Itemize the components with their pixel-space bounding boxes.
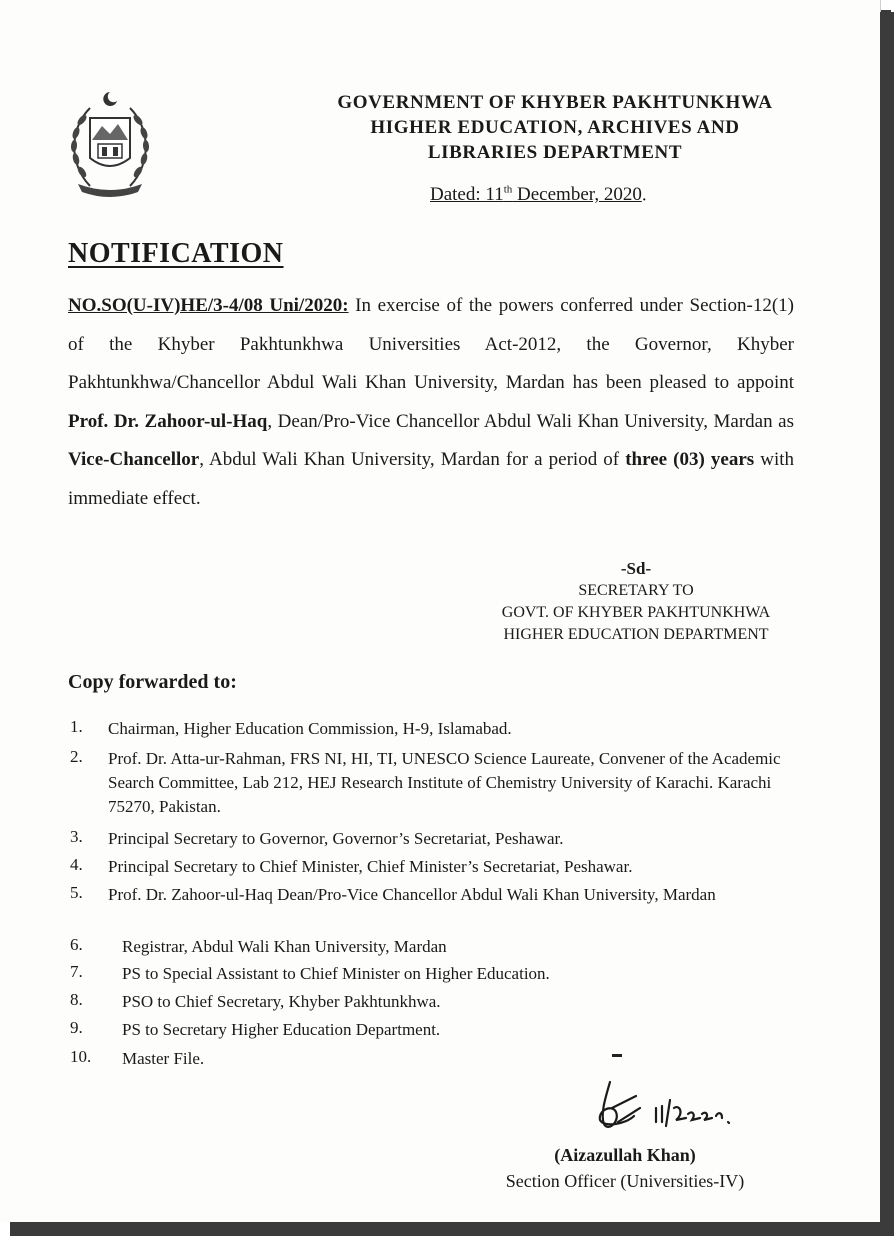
- list-item-number: 5.: [70, 883, 83, 902]
- handwritten-signature: [590, 1078, 740, 1134]
- list-item-number: 6.: [70, 935, 83, 954]
- signer-title: Section Officer (Universities-IV): [505, 1171, 745, 1191]
- appointee-name: Prof. Dr. Zahoor-ul-Haq: [68, 410, 268, 432]
- header-line-1: GOVERNMENT OF KHYBER PAKHTUNKHWA: [337, 92, 773, 113]
- list-item-number: 1.: [70, 717, 83, 736]
- list-item-text: Prof. Dr. Zahoor-ul-Haq Dean/Pro-Vice Chancellor Abdul Wali Khan University, Mardan: [108, 885, 716, 904]
- list-item-number: 10.: [70, 1047, 92, 1066]
- dated-period: .: [641, 184, 647, 206]
- list-item-text: PS to Secretary Higher Education Department.: [122, 1020, 441, 1039]
- copy-forwarded-title: Copy forwarded to:: [68, 671, 237, 693]
- list-item-number: 7.: [70, 962, 83, 981]
- reference-number: NO.SO(U-IV)HE/3-4/08 Uni/2020:: [68, 295, 349, 316]
- list-item-number: 8.: [70, 990, 83, 1009]
- dash-mark: [612, 1054, 622, 1057]
- list-item-text: Prof. Dr. Atta-ur-Rahman, FRS NI, HI, TI, UNESCO Science Laureate, Convener of the Academic Search Committee, Lab 212, HEJ Research Institute of Chemistry University of Karachi. Karachi 75270, Pakistan.: [108, 749, 781, 816]
- list-item-text: Registrar, Abdul Wali Khan University, Mardan: [122, 937, 447, 956]
- appointment-term: three (03) years: [625, 449, 755, 470]
- kp-government-emblem-icon: [60, 88, 160, 198]
- notification-title: NOTIFICATION: [68, 238, 284, 269]
- dated-ordinal: th: [503, 184, 513, 196]
- dated-line: [430, 184, 647, 206]
- signer-block: [480, 1142, 770, 1194]
- header-line-2: HIGHER EDUCATION, ARCHIVES AND: [370, 117, 740, 138]
- list-item-number: 3.: [70, 827, 83, 846]
- dated-suffix: December, 2020: [512, 184, 642, 206]
- list-item-text: Principal Secretary to Governor, Governor’s Secretariat, Peshawar.: [108, 829, 564, 848]
- list-item-text: Principal Secretary to Chief Minister, Chief Minister’s Secretariat, Peshawar.: [108, 857, 633, 876]
- list-item-number: 2.: [70, 747, 83, 766]
- body-part-1: In exercise of the powers conferred under Section-12(1) of the Khyber Pakhtunkhwa Universities Act-2012, the Governor, Khyber Pakhtunkhwa/Chancellor Abdul Wali Khan University, Mardan has been pleased to appoint: [68, 295, 794, 393]
- page-shadow-right: [880, 12, 894, 1236]
- list-item-number: 4.: [70, 855, 83, 874]
- secretary-signoff: [476, 558, 796, 646]
- page-shadow-bottom: [10, 1222, 894, 1236]
- sd-mark: -Sd-: [620, 559, 652, 578]
- body-part-2: , Dean/Pro-Vice Chancellor Abdul Wali Khan University, Mardan as: [267, 410, 794, 432]
- department-header: [300, 90, 810, 165]
- signer-name: (Aizazullah Khan): [554, 1145, 696, 1165]
- body-part-3: , Abdul Wali Khan University, Mardan for a period of: [199, 449, 626, 470]
- list-item-text: Chairman, Higher Education Commission, H-9, Islamabad.: [108, 719, 512, 738]
- signoff-line-3: HIGHER EDUCATION DEPARTMENT: [503, 626, 769, 643]
- notification-body: [68, 287, 794, 518]
- body-part-4: with immediate effect.: [68, 449, 795, 509]
- header-line-3: LIBRARIES DEPARTMENT: [427, 142, 683, 163]
- list-item-text: PS to Special Assistant to Chief Minister on Higher Education.: [122, 964, 550, 983]
- dated-prefix: Dated: 11: [430, 184, 504, 206]
- signoff-line-1: SECRETARY TO: [578, 582, 694, 599]
- signoff-line-2: GOVT. OF KHYBER PAKHTUNKHWA: [501, 604, 771, 621]
- appointed-position: Vice-Chancellor: [68, 449, 200, 470]
- list-item-text: Master File.: [122, 1049, 205, 1068]
- list-item-text: PSO to Chief Secretary, Khyber Pakhtunkhwa.: [122, 992, 441, 1011]
- list-item-number: 9.: [70, 1018, 83, 1037]
